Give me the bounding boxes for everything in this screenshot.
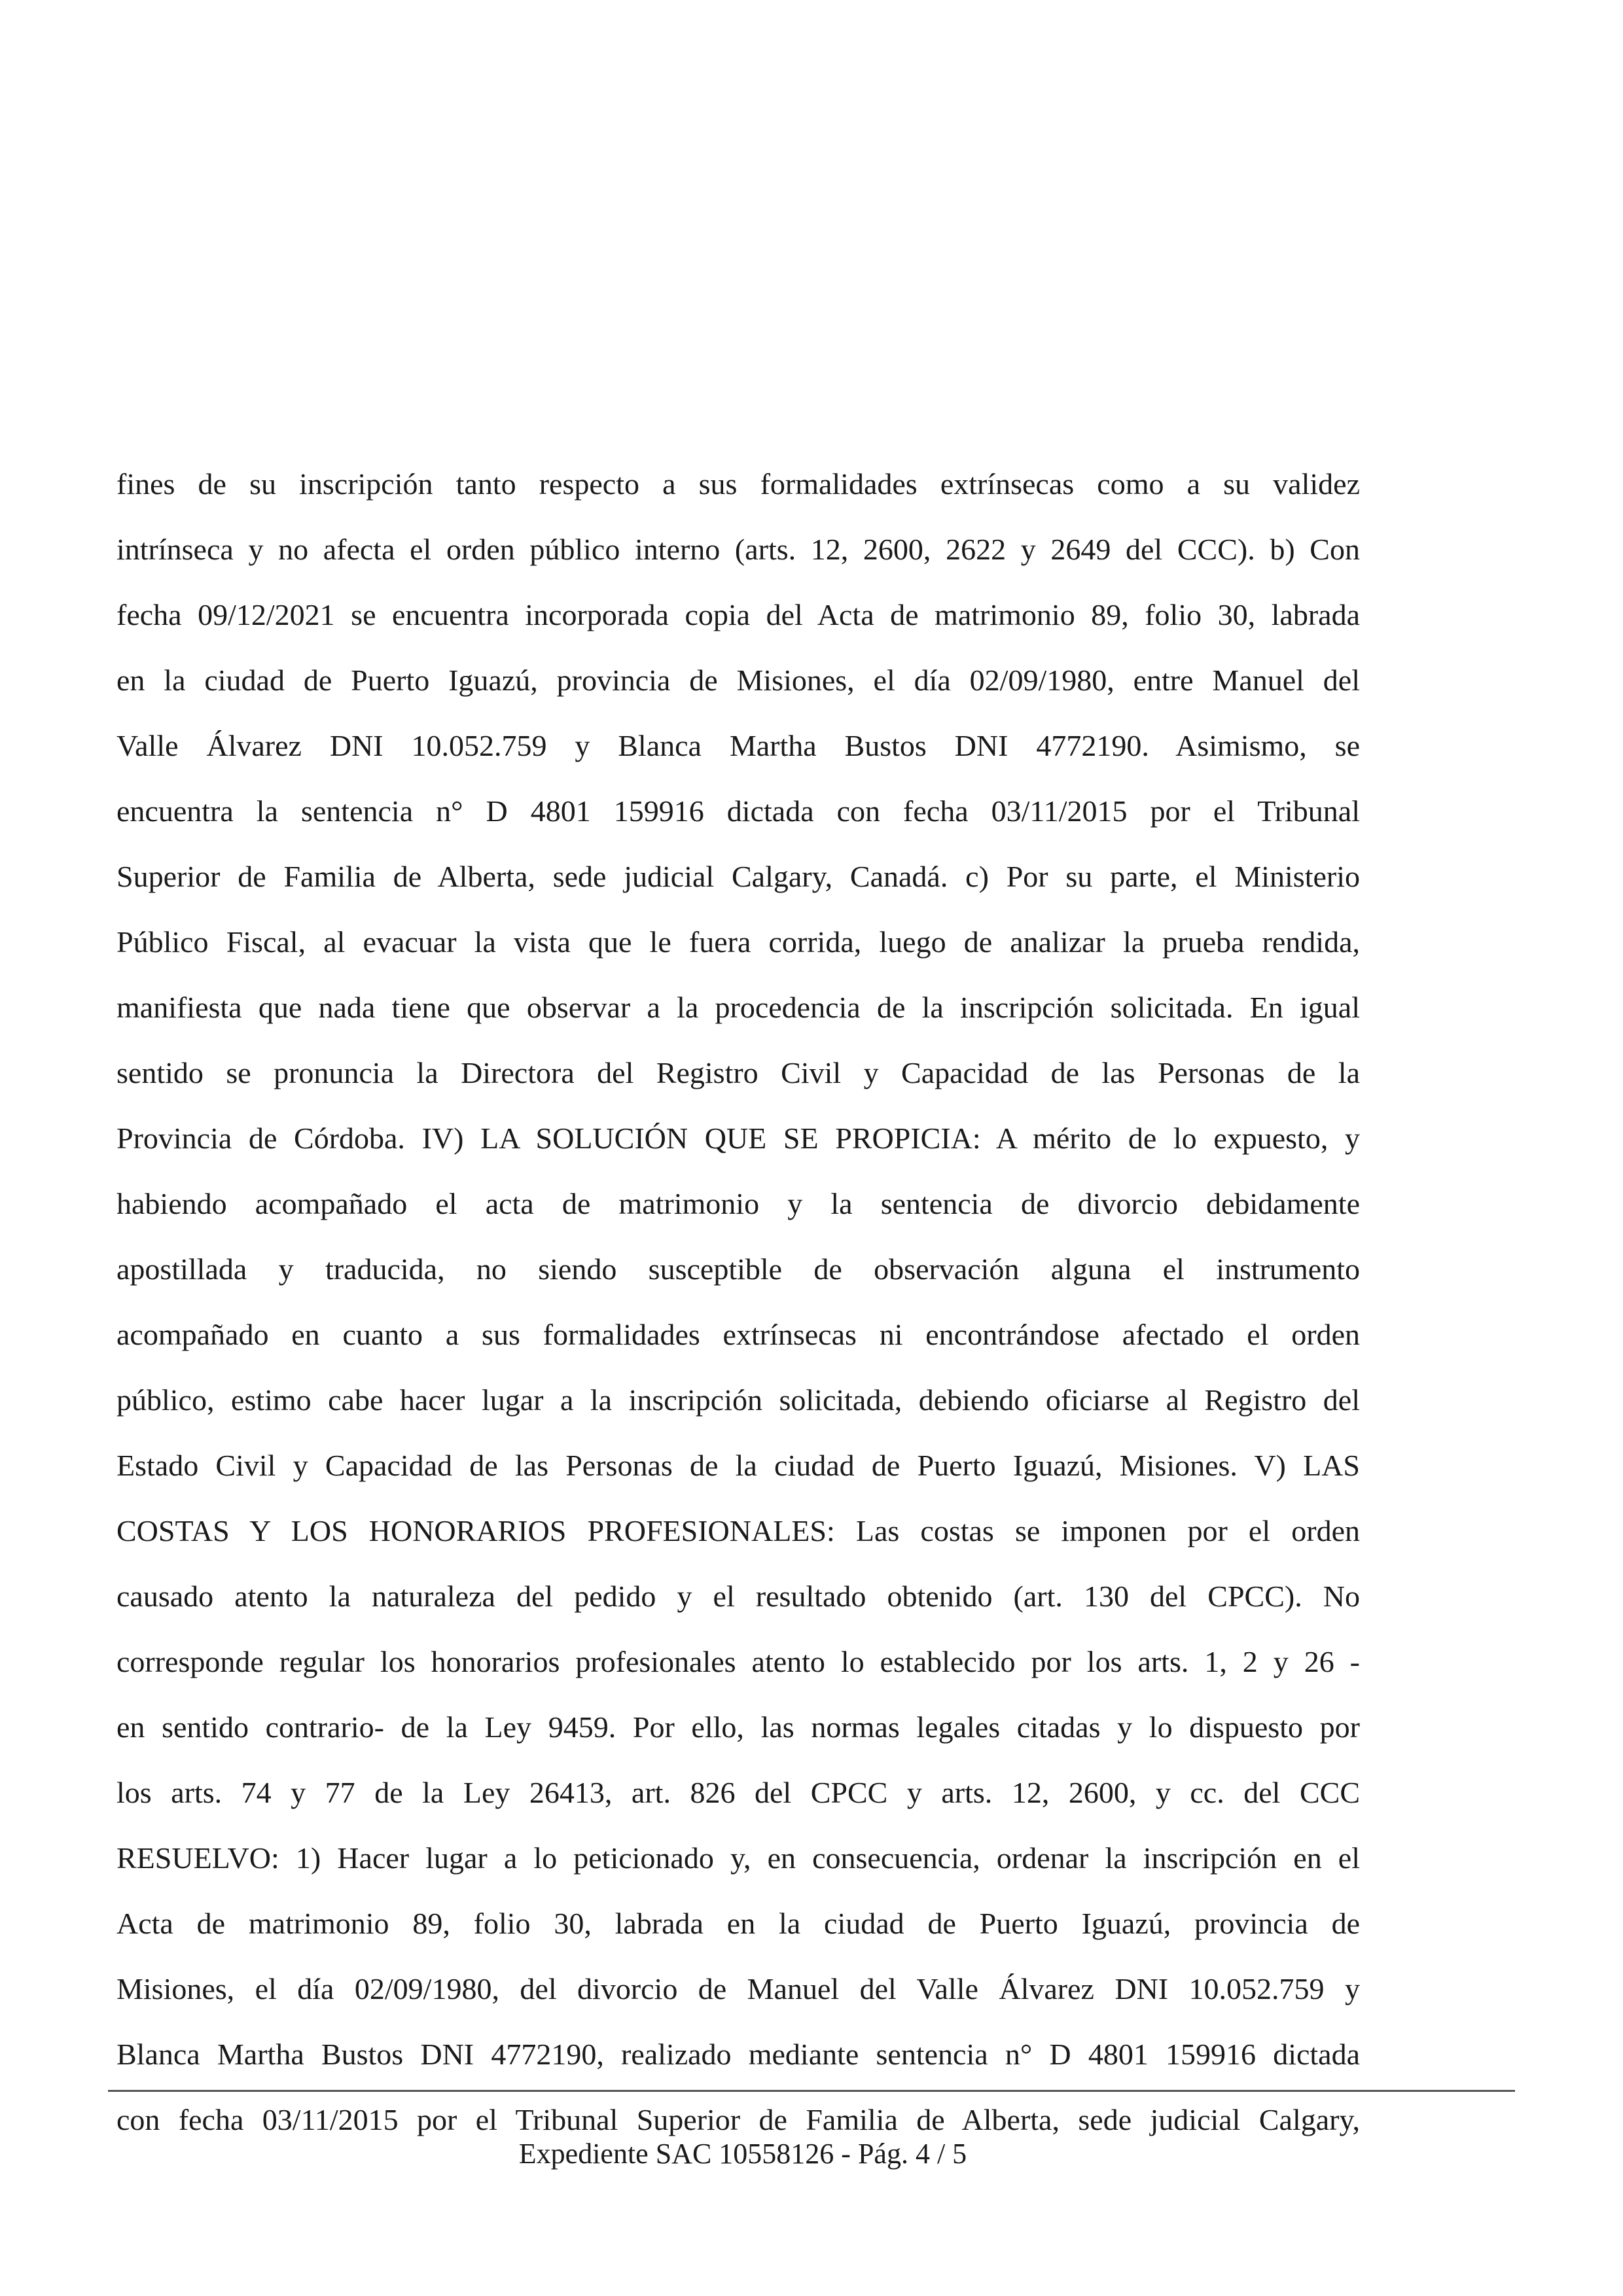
body-line: Público Fiscal, al evacuar la vista que le fuera corrida, luego de analizar la prueba rendida,	[116, 925, 1360, 959]
body-line: acompañado en cuanto a sus formalidades extrínsecas ni encontrándose afectado el orden	[116, 1318, 1360, 1351]
body-line: fecha 09/12/2021 se encuentra incorporada copia del Acta de matrimonio 89, folio 30, labrada	[116, 598, 1360, 631]
body-line: sentido se pronuncia la Directora del Registro Civil y Capacidad de las Personas de la	[116, 1056, 1360, 1089]
body-line: Valle Álvarez DNI 10.052.759 y Blanca Martha Bustos DNI 4772190. Asimismo, se	[116, 729, 1360, 762]
body-line: encuentra la sentencia n° D 4801 159916 dictada con fecha 03/11/2015 por el Tribunal	[116, 794, 1360, 828]
body-line: COSTAS Y LOS HONORARIOS PROFESIONALES: Las costas se imponen por el orden	[116, 1514, 1360, 1547]
body-line: público, estimo cabe hacer lugar a la inscripción solicitada, debiendo oficiarse al Registro del	[116, 1383, 1360, 1417]
body-line: intrínseca y no afecta el orden público interno (arts. 12, 2600, 2622 y 2649 del CCC). b) Con	[116, 533, 1360, 566]
body-line: Estado Civil y Capacidad de las Personas de la ciudad de Puerto Iguazú, Misiones. V) LAS	[116, 1449, 1360, 1482]
body-line: Blanca Martha Bustos DNI 4772190, realizado mediante sentencia n° D 4801 159916 dictada	[116, 2038, 1360, 2071]
body-line: Misiones, el día 02/09/1980, del divorcio de Manuel del Valle Álvarez DNI 10.052.759 y	[116, 1972, 1360, 2005]
body-line: manifiesta que nada tiene que observar a la procedencia de la inscripción solicitada. En igual	[116, 991, 1360, 1024]
body-line: los arts. 74 y 77 de la Ley 26413, art. 826 del CPCC y arts. 12, 2600, y cc. del CCC	[116, 1776, 1360, 1809]
body-line: causado atento la naturaleza del pedido y el resultado obtenido (art. 130 del CPCC). No	[116, 1580, 1360, 1613]
body-line: corresponde regular los honorarios profesionales atento lo establecido por los arts. 1, 2 y 26 -	[116, 1645, 1360, 1678]
body-line: en la ciudad de Puerto Iguazú, provincia de Misiones, el día 02/09/1980, entre Manuel del	[116, 663, 1360, 697]
body-line: fines de su inscripción tanto respecto a sus formalidades extrínsecas como a su validez	[116, 467, 1360, 501]
footer-divider	[108, 2090, 1515, 2092]
body-line: apostillada y traducida, no siendo susceptible de observación alguna el instrumento	[116, 1252, 1360, 1286]
document-body	[116, 451, 1360, 2153]
body-line: Superior de Familia de Alberta, sede judicial Calgary, Canadá. c) Por su parte, el Ministerio	[116, 860, 1360, 893]
body-line: RESUELVO: 1) Hacer lugar a lo peticionado y, en consecuencia, ordenar la inscripción en el	[116, 1841, 1360, 1875]
body-line: Provincia de Córdoba. IV) LA SOLUCIÓN QUE SE PROPICIA: A mérito de lo expuesto, y	[116, 1122, 1360, 1155]
body-line: con fecha 03/11/2015 por el Tribunal Superior de Familia de Alberta, sede judicial Calgary,	[116, 2103, 1360, 2136]
body-line: en sentido contrario- de la Ley 9459. Por ello, las normas legales citadas y lo dispuesto por	[116, 1710, 1360, 1744]
page-footer: Expediente SAC 10558126 - Pág. 4 / 5	[518, 2138, 967, 2170]
body-line: habiendo acompañado el acta de matrimonio y la sentencia de divorcio debidamente	[116, 1187, 1360, 1220]
body-line: Acta de matrimonio 89, folio 30, labrada en la ciudad de Puerto Iguazú, provincia de	[116, 1907, 1360, 1940]
